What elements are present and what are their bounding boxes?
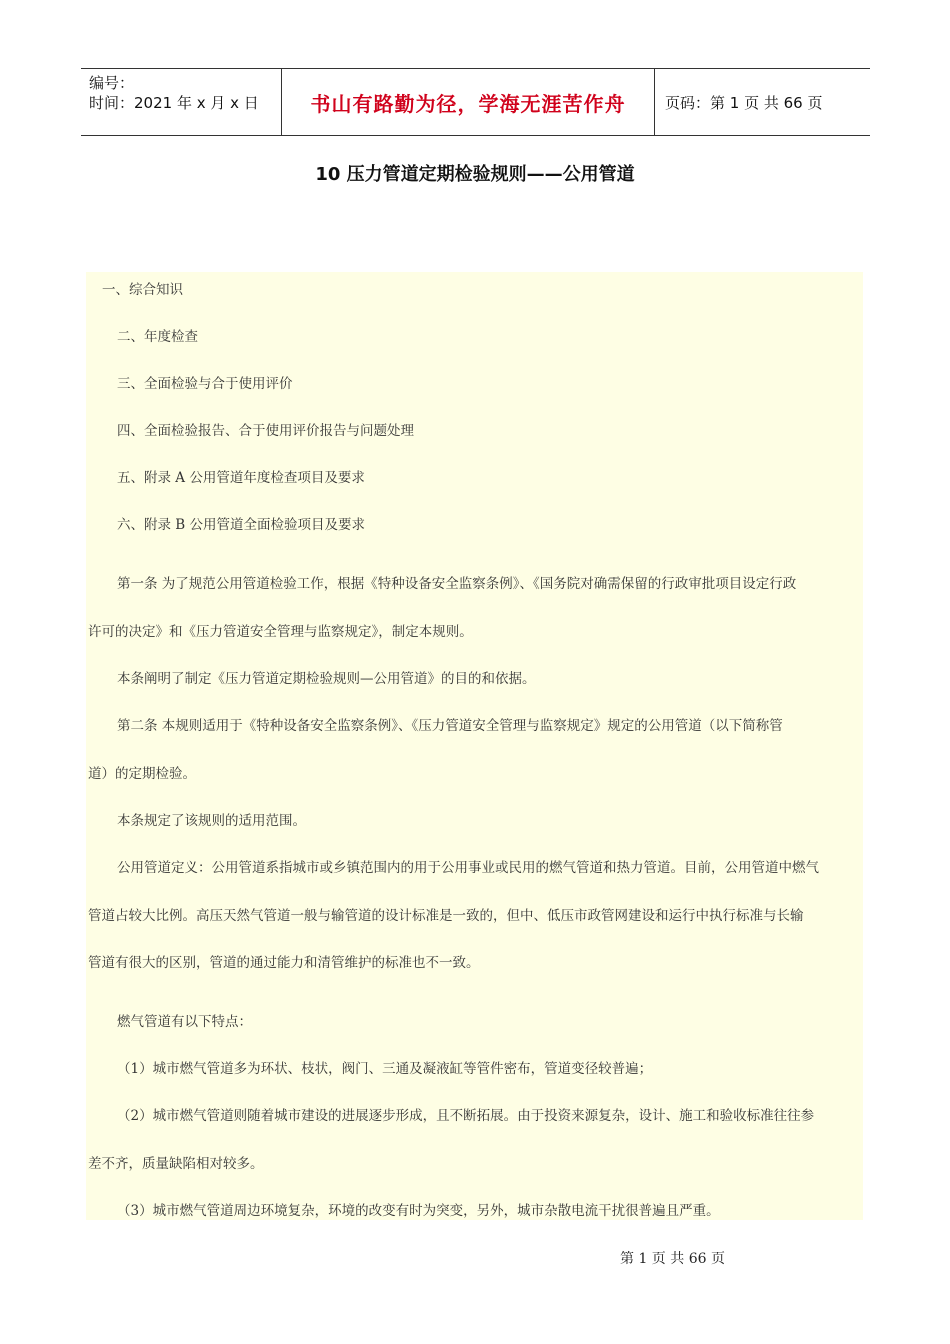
paragraph-line: （1）城市燃气管道多为环状、枝状，阀门、三通及凝液缸等管件密布，管道变径较普遍；: [117, 1061, 653, 1077]
paragraph-line: （3）城市燃气管道周边环境复杂，环境的改变有时为突变，另外，城市杂散电流干扰很普遍且严重。: [117, 1203, 720, 1219]
paragraph-line: 本条规定了该规则的适用范围。: [117, 813, 306, 829]
paragraph-line: 差不齐，质量缺陷相对较多。: [88, 1156, 264, 1172]
header-table: [81, 68, 870, 136]
paragraph-line: 公用管道定义：公用管道系指城市或乡镇范围内的用于公用事业或民用的燃气管道和热力管道。目前，公用管道中燃气: [117, 860, 819, 876]
motto: 书山有路勤为径，学海无涯苦作舟: [282, 69, 655, 135]
paragraph-line: 本条阐明了制定《压力管道定期检验规则—公用管道》的目的和依据。: [117, 671, 536, 687]
paragraph-line: 第一条 为了规范公用管道检验工作，根据《特种设备安全监察条例》、《国务院对确需保留的行政审批项目设定行政: [117, 576, 797, 592]
content-area: [86, 272, 863, 1220]
paragraph-line: 三、全面检验与合于使用评价: [117, 376, 293, 392]
paragraph-line: 五、附录 A 公用管道年度检查项目及要求: [117, 470, 365, 486]
paragraph-line: 二、年度检查: [117, 329, 198, 345]
paragraph-line: 第二条 本规则适用于《特种设备安全监察条例》、《压力管道安全管理与监察规定》规定的公用管道（以下简称管: [117, 718, 783, 734]
page-code: 页码：第 1 页 共 66 页: [665, 93, 823, 112]
page-footer: 第 1 页 共 66 页: [620, 1251, 725, 1267]
paragraph-line: 管道有很大的区别，管道的通过能力和清管维护的标准也不一致。: [88, 955, 480, 971]
paragraph-line: 许可的决定》和《压力管道安全管理与监察规定》，制定本规则。: [88, 624, 473, 640]
paragraph-line: 燃气管道有以下特点：: [117, 1014, 252, 1030]
paragraph-line: 一、综合知识: [102, 282, 183, 298]
paragraph-line: （2）城市燃气管道则随着城市建设的进展逐步形成，且不断拓展。由于投资来源复杂，设计、施工和验收标准往往参: [117, 1108, 815, 1124]
header-meta: [81, 69, 282, 135]
paragraph-line: 道）的定期检验。: [88, 766, 196, 782]
paragraph-line: 六、附录 B 公用管道全面检验项目及要求: [117, 517, 366, 533]
number-label: 编号：: [89, 74, 135, 92]
document-title: 10 压力管道定期检验规则——公用管道: [315, 164, 635, 185]
paragraph-line: 管道占较大比例。高压天然气管道一般与输管道的设计标准是一致的，但中、低压市政管网建设和运行中执行标准与长输: [88, 908, 804, 924]
paragraph-line: 四、全面检验报告、合于使用评价报告与问题处理: [117, 423, 414, 439]
time-label: 时间：2021 年 x 月 x 日: [89, 94, 259, 112]
